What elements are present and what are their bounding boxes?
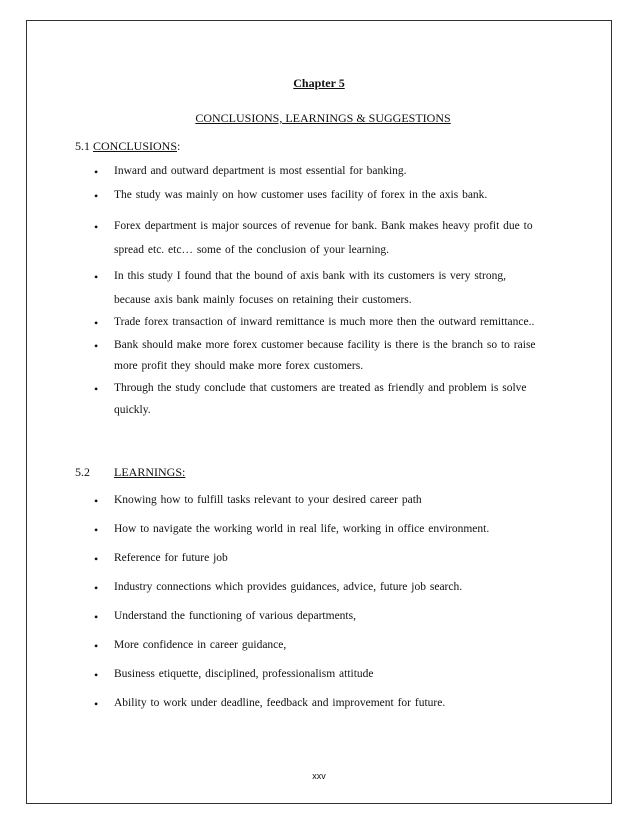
conclusions-number: 5.1 xyxy=(75,139,90,153)
list-item: How to navigate the working world in real life, working in office environment. xyxy=(114,523,490,535)
list-item-continued: more profit they should make more forex customers. xyxy=(114,360,364,372)
list-item: Industry connections which provides guidances, advice, future job search. xyxy=(114,581,463,593)
bullet-icon: • xyxy=(94,523,99,537)
bullet-icon: • xyxy=(94,339,99,353)
bullet-icon: • xyxy=(94,220,99,234)
list-item-continued: because axis bank mainly focuses on retaining their customers. xyxy=(114,294,412,306)
bullet-icon: • xyxy=(94,494,99,508)
bullet-icon: • xyxy=(94,270,99,284)
bullet-icon: • xyxy=(94,639,99,653)
list-item: Knowing how to fulfill tasks relevant to your desired career path xyxy=(114,494,422,506)
list-item: In this study I found that the bound of axis bank with its customers is very strong, xyxy=(114,270,506,282)
bullet-icon: • xyxy=(94,382,99,396)
list-item: Inward and outward department is most essential for banking. xyxy=(114,165,407,177)
list-item: Reference for future job xyxy=(114,552,228,564)
bullet-icon: • xyxy=(94,165,99,179)
list-item: Trade forex transaction of inward remittance is much more then the outward remittance.. xyxy=(114,316,535,328)
list-item: Ability to work under deadline, feedback and improvement for future. xyxy=(114,697,446,709)
bullet-icon: • xyxy=(94,552,99,566)
bullet-icon: • xyxy=(94,189,99,203)
list-item-continued: quickly. xyxy=(114,404,151,416)
bullet-icon: • xyxy=(94,581,99,595)
bullet-icon: • xyxy=(94,610,99,624)
conclusions-title: CONCLUSIONS xyxy=(93,139,178,153)
chapter-heading: Chapter 5 xyxy=(293,76,345,90)
list-item: The study was mainly on how customer uses facility of forex in the axis bank. xyxy=(114,189,488,201)
list-item: Forex department is major sources of revenue for bank. Bank makes heavy profit due to xyxy=(114,220,533,232)
page-number: xxv xyxy=(312,771,326,781)
learnings-number: 5.2 xyxy=(75,465,90,479)
list-item: Through the study conclude that customers are treated as friendly and problem is solve xyxy=(114,382,527,394)
conclusions-colon: : xyxy=(177,139,181,153)
list-item: Business etiquette, disciplined, professionalism attitude xyxy=(114,668,374,680)
list-item: Understand the functioning of various departments, xyxy=(114,610,356,622)
list-item: More confidence in career guidance, xyxy=(114,639,287,651)
bullet-icon: • xyxy=(94,316,99,330)
bullet-icon: • xyxy=(94,668,99,682)
learnings-heading: LEARNINGS: xyxy=(114,465,186,479)
list-item-continued: spread etc. etc… some of the conclusion of your learning. xyxy=(114,244,390,256)
list-item: Bank should make more forex customer because facility is there is the branch so to raise xyxy=(114,339,536,351)
chapter-title: CONCLUSIONS, LEARNINGS & SUGGESTIONS xyxy=(195,111,451,125)
conclusions-heading xyxy=(75,139,180,154)
bullet-icon: • xyxy=(94,697,99,711)
